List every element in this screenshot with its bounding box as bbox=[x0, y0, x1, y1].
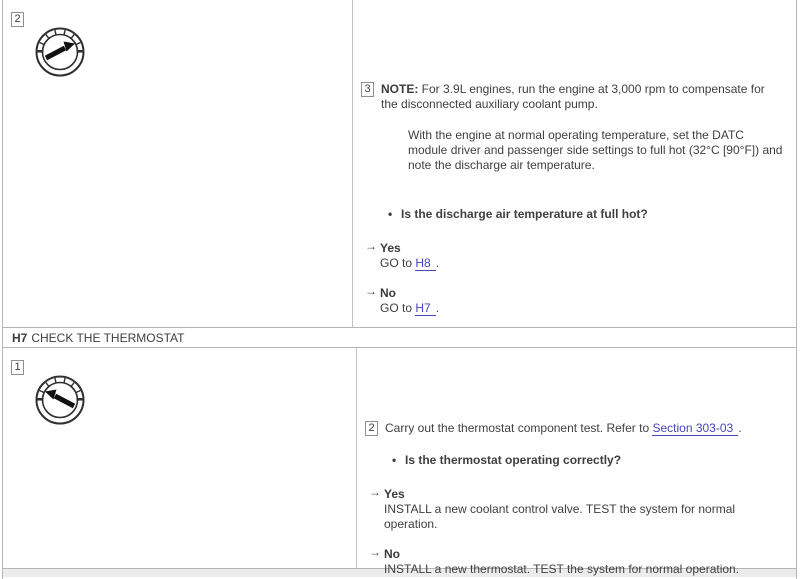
instruction-text: Carry out the thermostat component test. Refer to Section 303-03 . bbox=[385, 421, 742, 435]
answer-label: Yes bbox=[380, 241, 401, 255]
link-h7[interactable]: H7 bbox=[415, 301, 435, 316]
step-number-box: 3 bbox=[361, 82, 374, 97]
link-section-303-03[interactable]: Section 303-03 bbox=[652, 421, 738, 436]
thermostat-dial-icon-left bbox=[33, 373, 87, 427]
answer-no bbox=[365, 547, 786, 577]
arrow-icon: → bbox=[365, 284, 377, 298]
decision-question: • Is the discharge air temperature at full hot? bbox=[388, 207, 648, 221]
note-label: NOTE: bbox=[381, 82, 419, 96]
note-text: NOTE: For 3.9L engines, run the engine at 3,000 rpm to compensate for the disconnected auxiliary coolant pump. bbox=[381, 82, 765, 111]
note-step bbox=[361, 82, 786, 112]
instructions-cell bbox=[353, 0, 796, 327]
section-title: CHECK THE THERMOSTAT bbox=[31, 331, 185, 345]
answer-label: No bbox=[384, 547, 400, 561]
illustration-cell bbox=[3, 348, 357, 568]
step-number-box: 1 bbox=[11, 360, 24, 375]
answer-yes bbox=[365, 487, 786, 532]
arrow-icon: → bbox=[369, 485, 381, 499]
thermostat-dial-icon-right bbox=[33, 25, 87, 79]
arrow-icon: → bbox=[365, 239, 377, 253]
step-number-box: 2 bbox=[11, 12, 24, 27]
test-step-row-top bbox=[3, 0, 796, 328]
pinpoint-test-table bbox=[2, 0, 797, 579]
answer-action: INSTALL a new coolant control valve. TEST the system for normal operation. bbox=[384, 502, 736, 531]
answer-action: INSTALL a new thermostat. TEST the system for normal operation. bbox=[384, 562, 740, 576]
bullet-icon: • bbox=[392, 453, 397, 467]
instructions-cell bbox=[357, 348, 796, 576]
bullet-icon: • bbox=[388, 207, 393, 221]
instruction-step bbox=[365, 421, 786, 436]
test-step-row-h7 bbox=[3, 348, 796, 576]
section-header-h7 bbox=[3, 328, 796, 348]
procedure-paragraph: With the engine at normal operating temperature, set the DATC module driver and passenger side settings to full hot (32°C [90°F]) and note the discharge air temperature. bbox=[408, 128, 783, 172]
illustration-cell bbox=[3, 0, 353, 327]
link-h8[interactable]: H8 bbox=[415, 256, 435, 271]
section-code: H7 bbox=[12, 331, 28, 345]
answer-label: No bbox=[380, 286, 396, 300]
answer-label: Yes bbox=[384, 487, 405, 501]
decision-question: • Is the thermostat operating correctly? bbox=[392, 453, 622, 467]
step-number-box: 2 bbox=[365, 421, 378, 436]
answer-yes: → Yes GO to H8 . bbox=[365, 239, 440, 270]
answer-no: → No GO to H7 . bbox=[365, 284, 440, 315]
arrow-icon: → bbox=[369, 545, 381, 559]
